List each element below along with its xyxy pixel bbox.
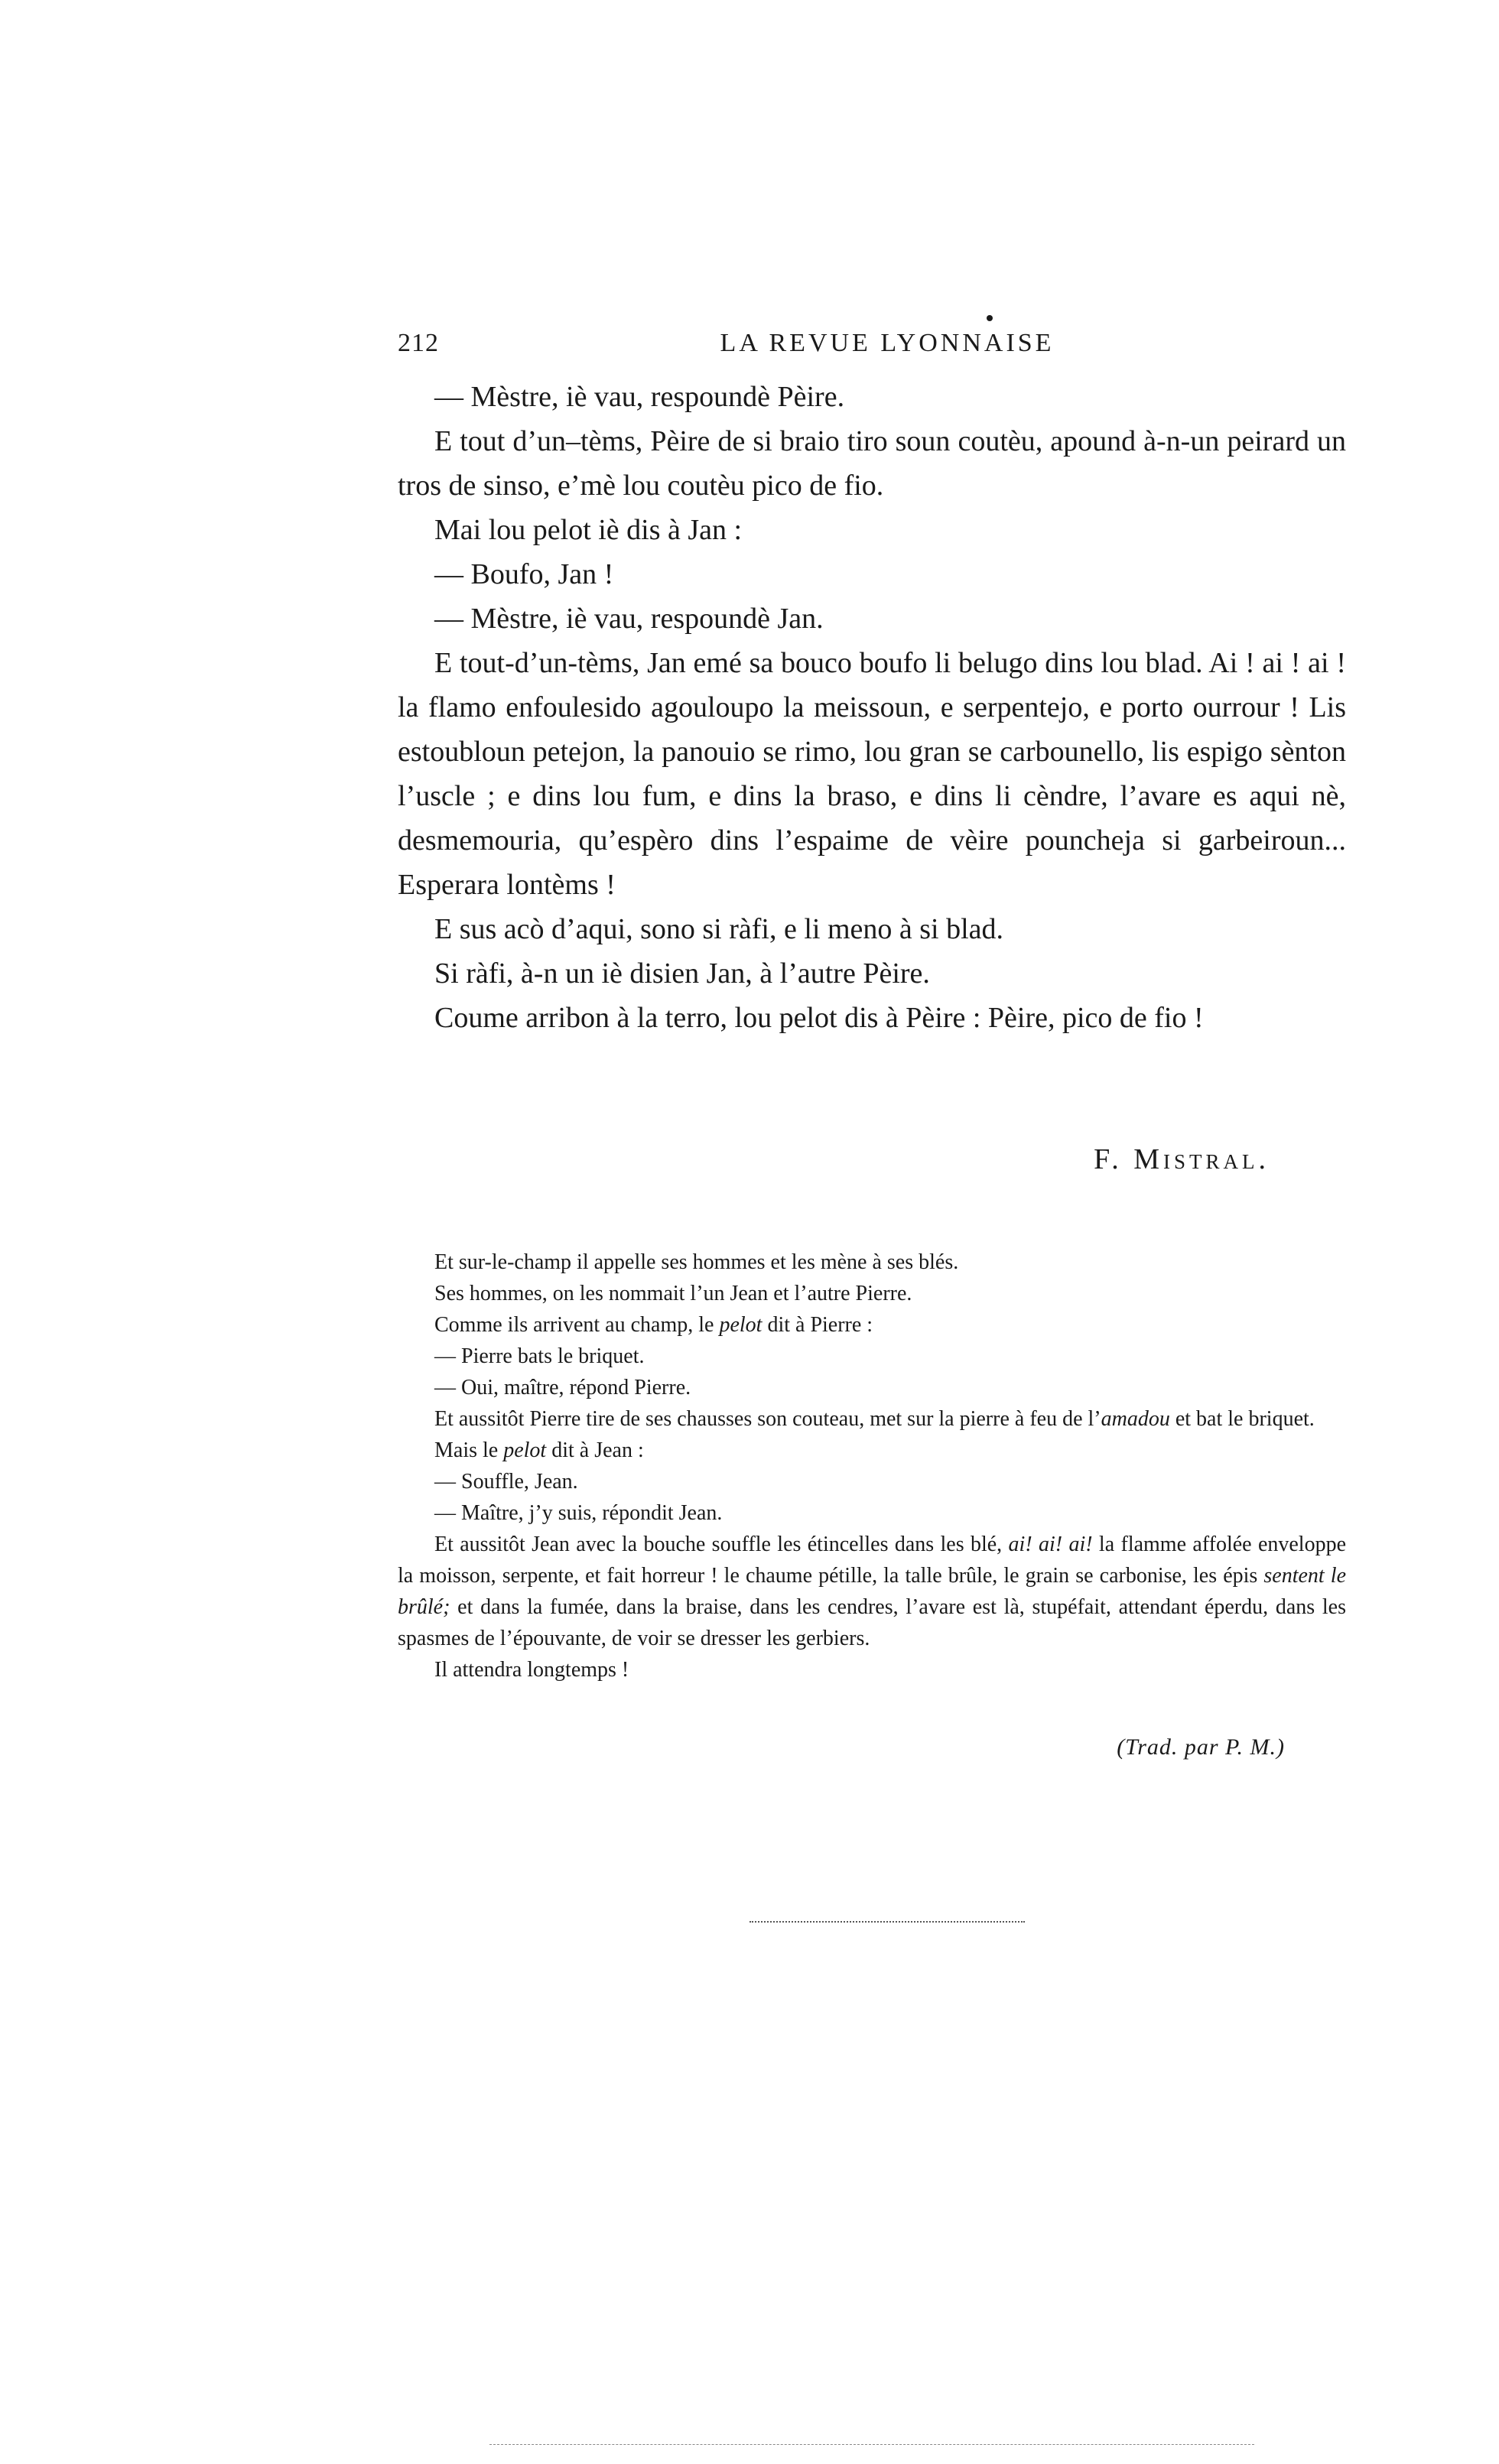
text-run: Et aussitôt Jean avec la bouche souffle les étincelles dans les blé, bbox=[434, 1533, 1009, 1556]
translation-paragraph bbox=[398, 1403, 1346, 1435]
text-run: et bat le briquet. bbox=[1169, 1407, 1315, 1431]
text-run: Comme ils arrivent au champ, le bbox=[434, 1313, 720, 1337]
paragraph: — Mèstre, iè vau, respoundè Pèire. bbox=[434, 381, 845, 413]
italic-term: pelot bbox=[503, 1438, 547, 1462]
text-run: et dans la fumée, dans la braise, dans les cendres, l’avare est là, stupéfait, attendant éperdu, dans les spasmes de l’épouvante, de voir se dresser les gerbiers. bbox=[398, 1595, 1346, 1650]
translator-credit: (Trad. par P. M.) bbox=[1117, 1734, 1285, 1760]
italic-term: amadou bbox=[1101, 1407, 1170, 1431]
text-run: Mais le bbox=[434, 1438, 504, 1462]
end-of-article-rule bbox=[750, 1921, 1025, 1923]
text-run: dit à Pierre : bbox=[762, 1313, 873, 1337]
translation-paragraph: — Maître, j’y suis, répondit Jean. bbox=[434, 1501, 723, 1525]
text-run: la flamme affolée enveloppe la moisson, serpente, et fait horreur ! le chaume pétille, la talle brûle, le grain se carbonise, les épis bbox=[398, 1533, 1347, 1588]
paragraph: E tout d’un–tèms, Pèire de si braio tiro soun coutèu, apound à-n-un peirard un tros de sinso, e’mè lou coutèu pico de fio. bbox=[398, 425, 1346, 502]
text-run: dit à Jean : bbox=[546, 1438, 644, 1462]
paragraph: — Mèstre, iè vau, respoundè Jan. bbox=[434, 603, 824, 635]
translation-paragraph: — Oui, maître, répond Pierre. bbox=[434, 1376, 691, 1399]
paragraph: Coume arribon à la terro, lou pelot dis à Pèire : Pèire, pico de fio ! bbox=[434, 1002, 1204, 1034]
italic-term: sentent le brûlé; bbox=[398, 1564, 1346, 1619]
bottom-page-rule bbox=[489, 2444, 1254, 2445]
running-title: LA REVUE LYONNAISE bbox=[720, 329, 1055, 357]
page-number: 212 bbox=[398, 329, 439, 357]
italic-term: pelot bbox=[719, 1313, 763, 1337]
paragraph: — Boufo, Jan ! bbox=[434, 558, 614, 590]
translation-paragraph: — Pierre bats le briquet. bbox=[434, 1344, 645, 1368]
french-translation bbox=[398, 1247, 1346, 1685]
paragraph: Mai lou pelot iè dis à Jan : bbox=[434, 514, 743, 546]
translation-paragraph: Il attendra longtemps ! bbox=[434, 1658, 629, 1682]
paragraph: E tout-d’un-tèms, Jan emé sa bouco boufo li belugo dins lou blad. Ai ! ai ! ai ! la flamo enfoulesido agouloupo la meissoun, e serpentejo, e porto ourrour ! Lis estoubloun petejon, la panouio se rimo, lou gran se carbounello, lis espigo sènton l’uscle ; e dins lou fum, e dins la braso, e dins li cèndre, l’avare es aqui nè, desmemouria, qu’espèro dins l’espaime de vèire pouncheja si garbeiroun... Esperara lontèms ! bbox=[398, 647, 1346, 901]
translation-paragraph: — Souffle, Jean. bbox=[434, 1470, 578, 1494]
paragraph: Si ràfi, à-n un iè disien Jan, à l’autre Pèire. bbox=[434, 957, 930, 990]
paragraph: E sus acò d’aqui, sono si ràfi, e li meno à si blad. bbox=[434, 913, 1004, 945]
italic-term: ai! ai! ai! bbox=[1008, 1533, 1093, 1556]
translation-paragraph: Et sur-le-champ il appelle ses hommes et les mène à ses blés. bbox=[434, 1250, 959, 1274]
translation-paragraph bbox=[398, 1309, 1346, 1341]
author-signature: F. Mistral. bbox=[1094, 1143, 1270, 1175]
printer-dot-mark bbox=[987, 315, 993, 321]
translation-paragraph bbox=[398, 1529, 1346, 1654]
translation-paragraph: Ses hommes, on les nommait l’un Jean et l’autre Pierre. bbox=[434, 1282, 912, 1305]
provencal-text bbox=[398, 375, 1346, 1040]
text-run: Et aussitôt Pierre tire de ses chausses son couteau, met sur la pierre à feu de l’ bbox=[434, 1407, 1101, 1431]
page-header bbox=[398, 324, 1346, 370]
translation-paragraph bbox=[398, 1435, 1346, 1466]
